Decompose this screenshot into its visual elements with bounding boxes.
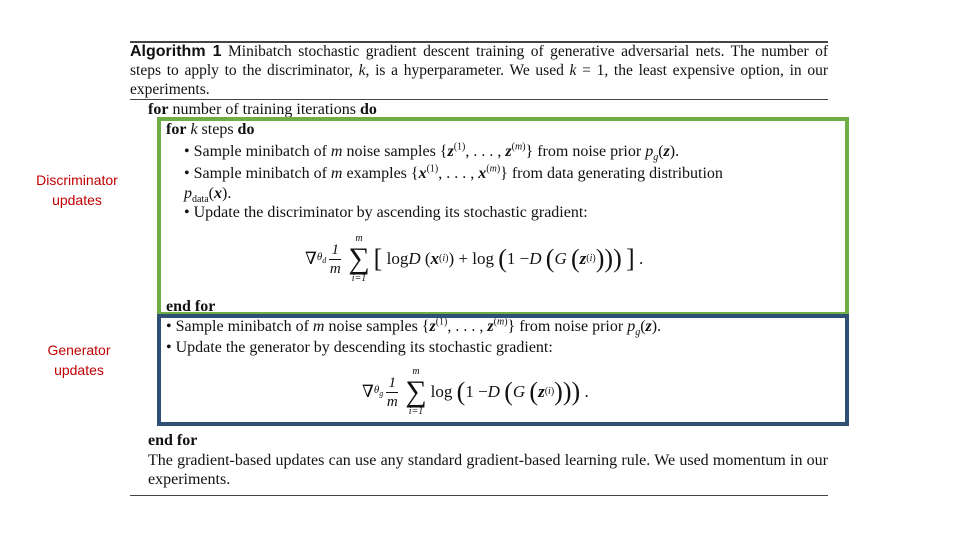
- algorithm-caption: Algorithm 1 Minibatch stochastic gradient descent training of generative adversarial nets. The number of steps to apply to the discriminator, k, is a hyperparameter. We used k = 1, the least expensive option, in our experiments.: [130, 43, 829, 98]
- end-for-inner: end for: [166, 298, 216, 315]
- discriminator-updates-label: Discriminator updates: [36, 172, 118, 208]
- inner-for-line: for k steps do: [166, 121, 255, 138]
- disc-bullet-update: • Update the discriminator by ascending its stochastic gradient:: [184, 204, 588, 221]
- disc-bullet-examples: • Sample minibatch of m examples {$x^{(1)}$, . . . , $x^{(m)}$} from data generating distribution: [184, 163, 723, 182]
- gen-bullet-noise: • Sample minibatch of m noise samples {$z^{(1)}$, . . . , $z^{(m)}$} from noise prior $p_g(z)$.: [166, 316, 662, 339]
- generator-updates-box: [157, 314, 849, 426]
- discriminator-gradient-equation: ∇ $\theta_d$ $\frac{1}{m}$ m ∑ i=1 [ log D ( x (i) ) + log ( 1 − D ( G ( z (i) ) ) ) ] .: [305, 233, 644, 284]
- disc-bullet-noise: • Sample minibatch of m noise samples {$z^{(1)}$, . . . , $z^{(m)}$} from noise prior $p_g(z)$.: [184, 141, 680, 164]
- discriminator-updates-box: [157, 117, 849, 316]
- end-for-outer: end for: [148, 432, 198, 449]
- gen-bullet-update: • Update the generator by descending its stochastic gradient:: [166, 339, 553, 356]
- algorithm-label: Algorithm 1: [130, 43, 222, 60]
- generator-updates-label: Generator updates: [47, 342, 111, 378]
- algorithm-footer: The gradient-based updates can use any standard gradient-based learning rule. We used momentum in our experiments.: [148, 452, 828, 488]
- bottom-rule: [130, 495, 828, 496]
- generator-gradient-equation: ∇ $\theta_g$ $\frac{1}{m}$ m ∑ i=1 log ( 1 − D ( G ( z (i) ) ) ) .: [362, 366, 589, 417]
- disc-bullet-examples-cont: $p_{data}(x)$.: [184, 185, 232, 206]
- outer-for-line: for number of training iterations do: [148, 101, 377, 118]
